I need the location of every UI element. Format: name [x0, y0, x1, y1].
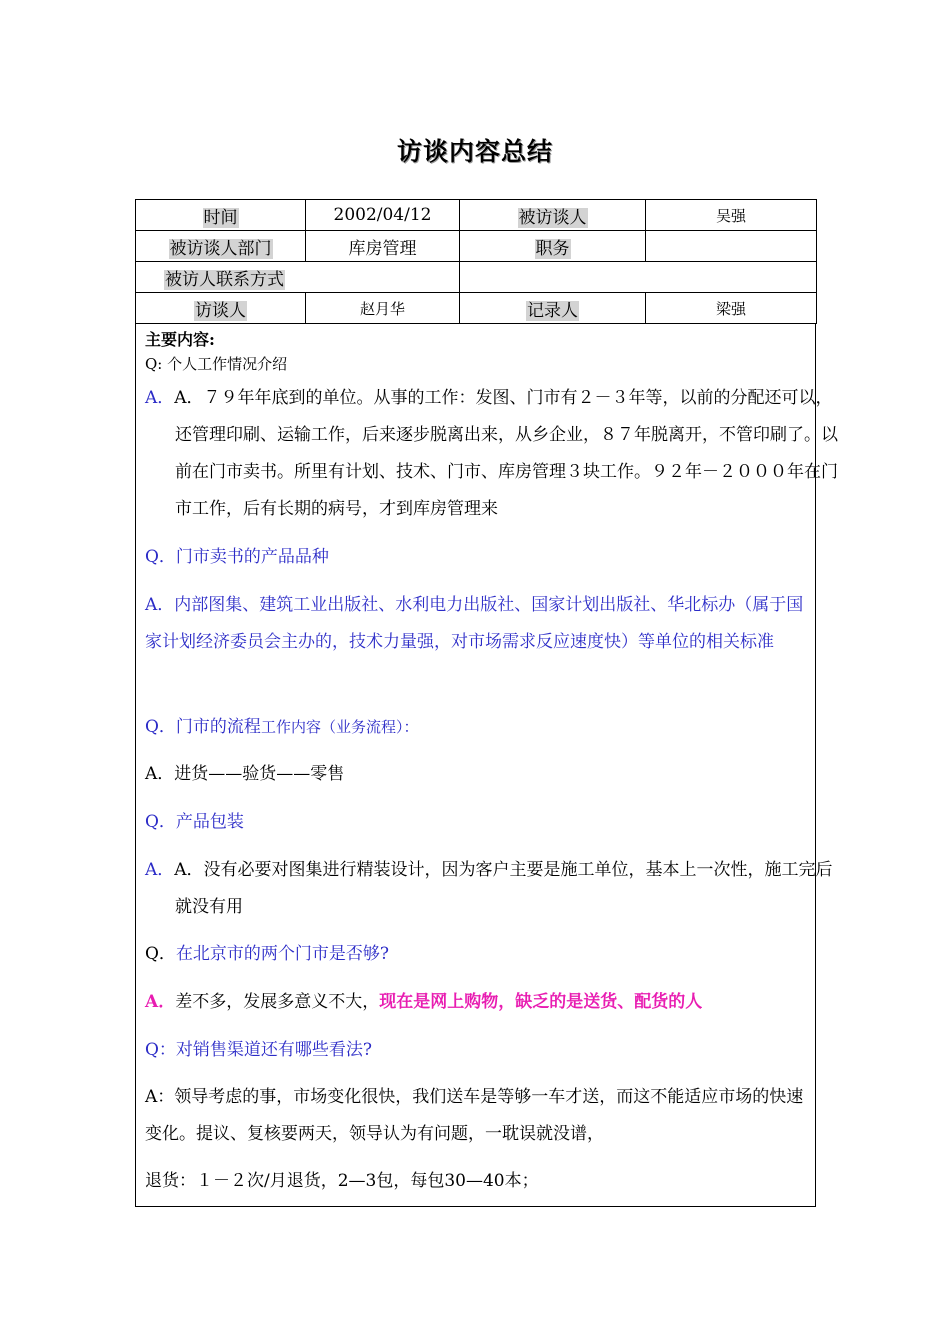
- answer-store-count-prefix: A．: [145, 992, 176, 1012]
- answer-packaging: A．A．没有必要对图集进行精装设计，因为客户主要是施工单位，基本上一次性，施工完后就没有用: [145, 860, 833, 917]
- question-personal-work: Q: 个人工作情况介绍: [145, 355, 288, 373]
- time-label: 时间: [203, 207, 238, 228]
- interviewer-label-cell: [136, 293, 306, 324]
- answer-personal-work-text: A．７９年年底到的单位。从事的工作：发图、门市有２－３年等，以前的分配还可以，还管理印刷、运输工作，后来逐步脱离出来，从乡企业，８７年脱离开，不管印刷了。以前在门市卖书。所里有计划、技术、门市、库房管理３块工作。９２年－２０００年在门市工作，后有长期的病号，才到库房管理来: [174, 388, 838, 519]
- time-value: 2002/04/12: [306, 200, 460, 231]
- answer-store-count: [145, 984, 810, 1021]
- answer-product-types: A．内部图集、建筑工业出版社、水利电力出版社、国家计划出版社、华北标办（属于国家计划经济委员会主办的，技术力量强，对市场需求反应速度快）等单位的相关标准: [145, 595, 804, 652]
- answer-store-process: A．进货——验货——零售: [145, 764, 345, 784]
- info-table: [135, 199, 817, 324]
- answer-packaging-text: A．没有必要对图集进行精装设计，因为客户主要是施工单位，基本上一次性，施工完后就没有用: [174, 860, 833, 917]
- main-content-label: 主要内容:: [145, 330, 215, 349]
- content-box: [135, 323, 838, 1207]
- question-store-process: [145, 709, 810, 746]
- dept-label: 被访谈人部门: [169, 238, 272, 259]
- interviewer-label: 访谈人: [195, 300, 246, 321]
- recorder-label-cell: [460, 293, 646, 324]
- dept-value: 库房管理: [306, 231, 460, 262]
- question-product-types: Q．门市卖书的产品品种: [145, 547, 329, 567]
- returns-info: 退货：１－２次/月退货，2—3包，每包30—40本；: [145, 1171, 539, 1191]
- position-value: [646, 231, 817, 262]
- question-sales-channel: Q：对销售渠道还有哪些看法?: [145, 1040, 373, 1060]
- contact-label: 被访人联系方式: [165, 269, 284, 290]
- interviewer-value: 赵月华: [306, 293, 460, 324]
- question-store-process-main: Q．门市的流程: [145, 717, 261, 737]
- answer-sales-channel: A：领导考虑的事，市场变化很快，我们送车是等够一车才送，而这不能适应市场的快速变化。提议、复核要两天，领导认为有问题，一耽误就没谱，: [145, 1087, 804, 1144]
- question-store-count: [145, 936, 810, 973]
- page-title: 访谈内容总结: [396, 137, 553, 166]
- recorder-label: 记录人: [527, 300, 578, 321]
- interviewee-label: 被访谈人: [518, 207, 587, 228]
- dept-label-cell: [136, 231, 306, 262]
- interviewee-value: 吴强: [646, 200, 817, 231]
- contact-value: [460, 262, 817, 293]
- contact-label-cell: [136, 262, 460, 293]
- answer-personal-work: A．A．７９年年底到的单位。从事的工作：发图、门市有２－３年等，以前的分配还可以，还管理印刷、运输工作，后来逐步脱离出来，从乡企业，８７年脱离开，不管印刷了。以前在门市卖书。所里有计划、技术、门市、库房管理３块工作。９２年－２０００年在门市工作，后有长期的病号，才到库房管理来: [145, 388, 838, 519]
- recorder-value: 梁强: [646, 293, 817, 324]
- info-row-contact: [136, 262, 817, 293]
- position-label-cell: [460, 231, 646, 262]
- question-packaging: Q．产品包装: [145, 812, 244, 832]
- info-row-dept: [136, 231, 817, 262]
- answer-store-count-highlight: 现在是网上购物，缺乏的是送货、配货的人: [379, 992, 703, 1012]
- question-store-process-sub: 工作内容（业务流程）：: [260, 718, 419, 736]
- time-label-cell: [136, 200, 306, 231]
- question-store-count-prefix: Q．: [145, 944, 176, 964]
- answer-store-count-text: 差不多，发展多意义不大，: [175, 992, 380, 1012]
- question-store-count-text: 在北京市的两个门市是否够?: [175, 944, 390, 964]
- info-row-time: [136, 200, 817, 231]
- position-label: 职务: [535, 238, 570, 259]
- interviewee-label-cell: [460, 200, 646, 231]
- info-row-interviewer: [136, 293, 817, 324]
